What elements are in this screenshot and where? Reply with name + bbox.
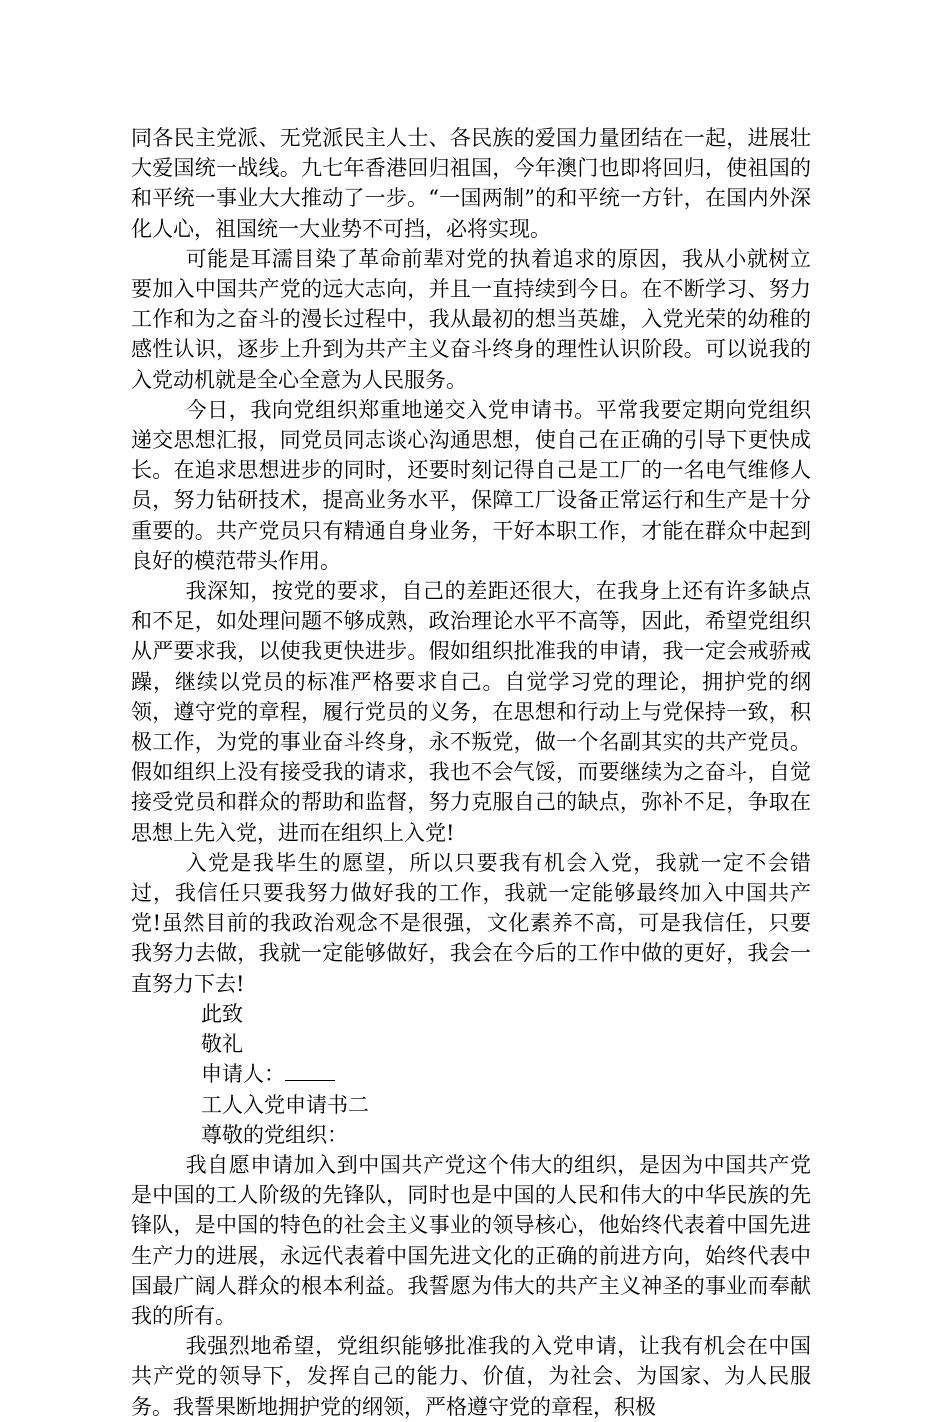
applicant-label: 申请人：	[201, 1062, 285, 1087]
paragraph-unity: 同各民主党派、无党派民主人士、各民族的爱国力量团结在一起，进展壮大爱国统一战线。九七年香港回归祖国，今年澳门也即将回归，使祖国的和平统一事业大大推动了一步。“一国两制”的和平统一方针，在国内外深化人心，祖国统一大业势不可挡，必将实现。	[131, 126, 811, 241]
document-body	[131, 123, 811, 1422]
salutation: 尊敬的党组织：	[201, 1122, 348, 1147]
paragraph-voluntary: 我自愿申请加入到中国共产党这个伟大的组织，是因为中国共产党是中国的工人阶级的先锋队，同时也是中国的人民和伟大的中华民族的先锋队，是中国的特色的社会主义事业的领导核心，他始终代表着中国先进生产力的进展，永远代表着中国先进文化的正确的前进方向，始终代表中国最广阔人群众的根本利益。我誓愿为伟大的共产主义神圣的事业而奉献我的所有。	[131, 1152, 811, 1328]
paragraph-shortcomings: 我深知，按党的要求，自己的差距还很大，在我身上还有许多缺点和不足，如处理问题不够成熟，政治理论水平不高等，因此，希望党组织从严要求我，以使我更快进步。假如组织批准我的申请，我一定会戒骄戒躁，继续以党员的标准严格要求自己。自觉学习党的理论，拥护党的纲领，遵守党的章程，履行党员的义务，在思想和行动上与党保持一致，积极工作，为党的事业奋斗终身，永不叛党，做一个名副其实的共产党员。假如组织上没有接受我的请求，我也不会气馁，而要继续为之奋斗，自觉接受党员和群众的帮助和监督，努力克服自己的缺点，弥补不足，争取在思想上先入党，进而在组织上入党!	[131, 579, 811, 845]
paragraph-aspiration: 入党是我毕生的愿望，所以只要我有机会入党，我就一定不会错过，我信任只要我努力做好我的工作，我就一定能够最终加入中国共产党!虽然目前的我政治观念不是很强，文化素养不高，可是我信任，只要我努力去做，我就一定能够做好，我会在今后的工作中做的更好，我会一直努力下去!	[131, 850, 811, 996]
signature-blank	[285, 1059, 335, 1081]
closing-jingli: 敬礼	[201, 1032, 243, 1057]
paragraph-submission: 今日，我向党组织郑重地递交入党申请书。平常我要定期向党组织递交思想汇报，同党员同志谈心沟通思想，使自己在正确的引导下更快成长。在追求思想进步的同时，还要时刻记得自己是工厂的一名电气维修人员，努力钻研技术，提高业务水平，保障工厂设备正常运行和生产是十分重要的。共产党员只有精通自身业务，干好本职工作，才能在群众中起到良好的模范带头作用。	[131, 397, 811, 573]
paragraph-motivation: 可能是耳濡目染了革命前辈对党的执着追求的原因，我从小就树立要加入中国共产党的远大志向，并且一直持续到今日。在不断学习、努力工作和为之奋斗的漫长过程中，我从最初的想当英雄，入党光荣的幼稚的感性认识，逐步上升到为共产主义奋斗终身的理性认识阶段。可以说我的入党动机就是全心全意为人民服务。	[131, 246, 811, 392]
closing-cizhi: 此致	[201, 1001, 243, 1026]
section-title: 工人入党申请书二	[201, 1092, 369, 1117]
paragraph-hope: 我强烈地希望，党组织能够批准我的入党申请，让我有机会在中国共产党的领导下，发挥自己的能力、价值，为社会、为国家、为人民服务。我誓果断地拥护党的纲领，严格遵守党的章程，积极	[131, 1334, 811, 1419]
applicant-line	[131, 1059, 811, 1089]
